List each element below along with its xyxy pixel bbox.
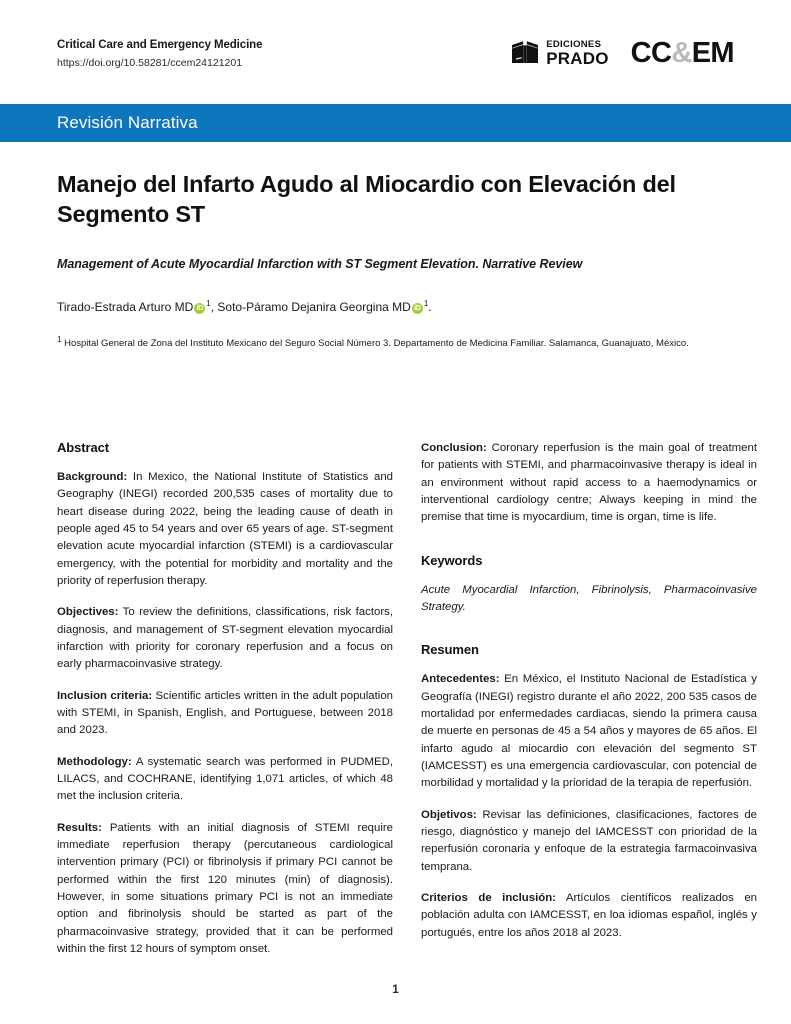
criterios-label: Criterios de inclusión: [421, 891, 556, 904]
objectives-label: Objectives: [57, 606, 119, 619]
prado-line-2: PRADO [546, 49, 609, 69]
results-text: Patients with an initial diagnosis of STEMI require immediate reperfusion therapy (percutaneous cardiological intervention primary (PCI) or fibrinolysis if primary PCI cannot be performed within the first 120 minutes (min) of diagnosis). However, in some situations primary PCI is not an immediate option and fibrinolysis should be started as part of the pharmacoinvasive strategy, provided that it can be performed within the first 12 hours of symptom onset. [57, 821, 393, 955]
abstract-columns [57, 440, 757, 958]
abstract-heading: Abstract [57, 440, 109, 455]
orcid-icon[interactable]: iD [412, 303, 423, 314]
affiliation-text: Hospital General de Zona del Instituto Mexicano del Seguro Social Número 3. Departamento de Medicina Familiar. Salamanca, Guanajuato, México. [64, 338, 689, 350]
page-number: 1 [392, 982, 399, 996]
orcid-icon[interactable]: iD [194, 303, 205, 314]
journal-name: Critical Care and Emergency Medicine [57, 39, 263, 51]
masthead [57, 38, 734, 90]
ccem-part-2: EM [691, 37, 734, 69]
objetivos-text: Revisar las definiciones, clasificaciones, factores de riesgo, diagnóstico y manejo del IAMCESST con prioridad de la reperfusión coronaria y enfoque de la estrategia farmacoinvasiva temprana. [421, 808, 757, 873]
conclusion-text: Coronary reperfusion is the main goal of treatment for patients with STEMI, and pharmacoinvasive therapy is ideal in an environment without rapid access to a haemodynamics or interventional cardiology centre; Always keeping in mind the premise that time is myocardium, time is organ, time is life. [421, 442, 757, 524]
prado-line-1: EDICIONES [546, 38, 602, 50]
abstract-background [57, 469, 393, 590]
results-label: Results: [57, 821, 102, 834]
ccem-ampersand: & [671, 37, 692, 69]
author-separator: , [210, 300, 218, 315]
resumen-criterios-inclusion [421, 890, 757, 942]
objectives-text: To review the definitions, classifications, risk factors, diagnosis, and management of ST-segment elevation myocardial infarction with priority for coronary reperfusion and a focus on early pharmacoinvasive strategy. [57, 606, 393, 671]
author-affiliation-marker: 1 [423, 299, 429, 309]
background-label: Background: [57, 471, 128, 483]
prado-wordmark [546, 40, 608, 68]
ediciones-prado-logo[interactable] [510, 36, 608, 71]
methodology-text: A systematic search was performed in PUDMED, LILACS, and COCHRANE, identifying 1,071 articles, of which 48 met the inclusion criteria. [57, 755, 393, 803]
logo-group [510, 36, 734, 71]
open-book-icon [510, 36, 540, 71]
section-type-band [0, 104, 791, 142]
resumen-objetivos [421, 807, 757, 876]
affiliation-marker: 1 [57, 335, 62, 345]
antecedentes-label: Antecedentes: [421, 673, 500, 686]
column-left [57, 440, 393, 958]
resumen-heading: Resumen [421, 642, 479, 658]
inclusion-label: Inclusion criteria: [57, 689, 153, 702]
abstract-conclusion [421, 440, 757, 527]
column-right [421, 440, 757, 958]
author-separator: . [428, 300, 432, 315]
abstract-inclusion-criteria [57, 688, 393, 740]
conclusion-label: Conclusion: [421, 442, 487, 454]
antecedentes-text: En México, el Instituto Nacional de Estadística y Geografía (INEGI) registro durante el año 2022, 200 535 casos de mortalidad por enfermedades cardiacas, siendo la primera causa de muerte en personas de 45 a 54 años y mayores de 65 años. El infarto agudo al miocardio con elevación del segmento ST (IAMCESST) es una emergencia cardiovascular, con potencial de morbilidad y mortalidad y la prioridad de la terapia de reperfusión. [421, 673, 757, 790]
author-affiliation-marker: 1 [206, 299, 211, 309]
journal-identity [57, 38, 262, 71]
ccem-part-1: CC [630, 37, 672, 69]
keywords-text: Acute Myocardial Infarction, Fibrinolysis, Pharmacoinvasive Strategy. [421, 583, 757, 613]
keywords-heading: Keywords [421, 552, 483, 568]
abstract-methodology [57, 754, 393, 806]
objetivos-label: Objetivos: [421, 808, 477, 821]
section-type-label: Revisión Narrativa [57, 113, 198, 132]
author-list [57, 298, 734, 316]
inclusion-text: Scientific articles written in the adult population with STEMI, in Spanish, English, and Portuguese, between 2018 and 2023. [57, 689, 393, 737]
paper-subtitle: Management of Acute Myocardial Infarction with ST Segment Elevation. Narrative Review [57, 257, 583, 272]
abstract-objectives [57, 604, 393, 673]
author-name: Tirado-Estrada Arturo MD [57, 300, 194, 315]
criterios-text: Artículos científicos realizados en población adulta con IAMCESST, en loa idiomas español, inglés y portugués, entre los años 2018 al 2023. [421, 891, 757, 939]
methodology-label: Methodology: [57, 755, 132, 768]
doi-link[interactable]: https://doi.org/10.58281/ccem24121201 [57, 56, 243, 69]
resumen-antecedentes [421, 671, 757, 792]
ccem-logo[interactable] [631, 39, 734, 68]
abstract-results [57, 820, 393, 959]
background-text: In Mexico, the National Institute of Statistics and Geography (INEGI) recorded 200,535 cases of mortality due to heart disease during 2022, being the leading cause of death in people aged 45 to 54 years and over 65 years of age. ST-segment elevation acute myocardial infarction (STEMI) is a cardiovascular emergency, with the potential for morbidity and mortality and the priority of reperfusion therapy. [57, 471, 393, 587]
title-block [57, 170, 734, 352]
author-name: Soto-Páramo Dejanira Georgina MD [217, 300, 411, 315]
page-title: Manejo del Infarto Agudo al Miocardio con Elevación del Segmento ST [57, 171, 676, 227]
affiliation-note [57, 334, 734, 352]
